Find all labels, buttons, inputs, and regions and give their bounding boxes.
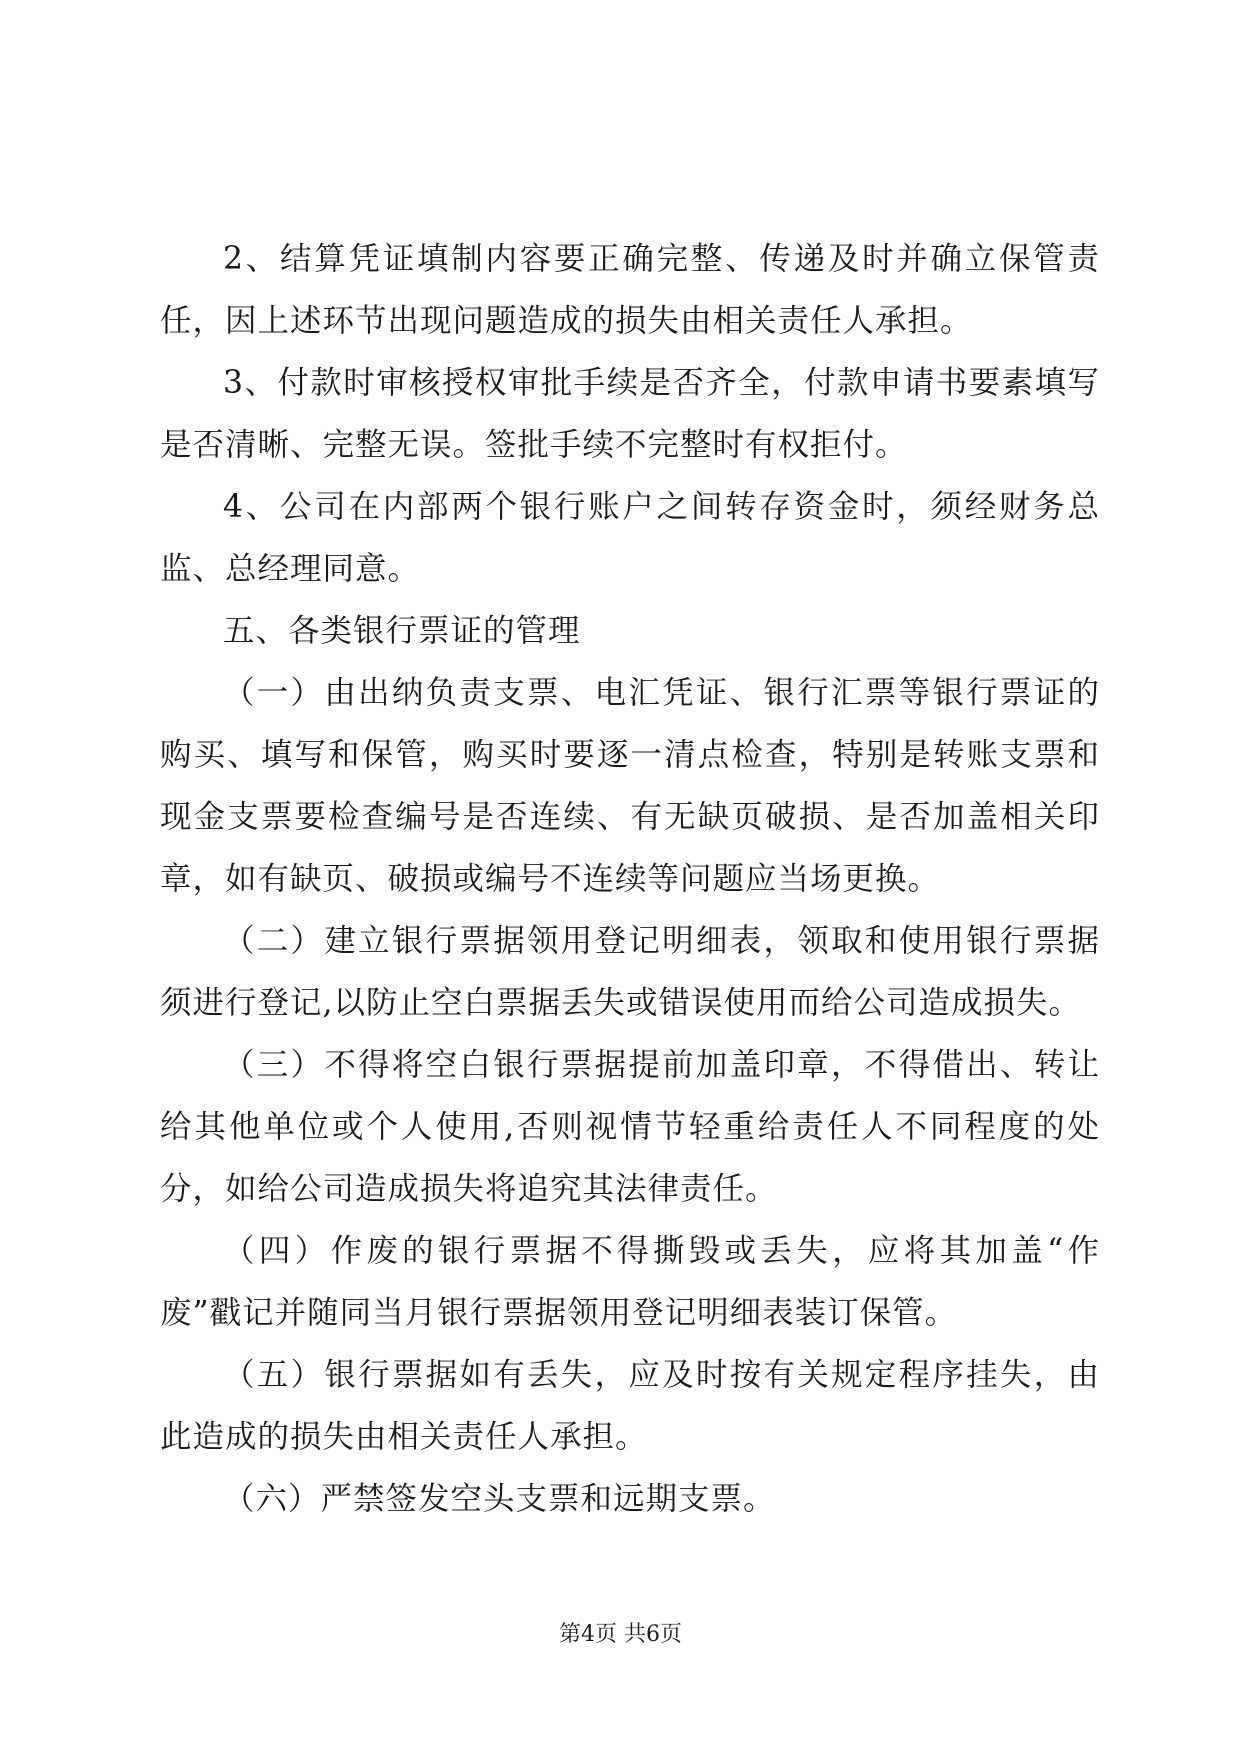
paragraph-item-3: （三）不得将空白银行票据提前加盖印章，不得借出、转让给其他单位或个人使用,否则视情节轻重给责任人不同程度的处分，如给公司造成损失将追究其法律责任。	[160, 1047, 1100, 1207]
section-heading-bank-instruments: 五、各类银行票证的管理	[223, 613, 581, 649]
paragraph-item-2: （二）建立银行票据领用登记明细表，领取和使用银行票据须进行登记,以防止空白票据丢失或错误使用而给公司造成损失。	[160, 923, 1100, 1021]
paragraph-item-5: （五）银行票据如有丢失，应及时按有关规定程序挂失，由此造成的损失由相关责任人承担。	[160, 1357, 1100, 1455]
page-number-label: 第4页 共6页	[559, 1622, 682, 1647]
document-body	[160, 228, 1100, 1530]
paragraph-item-6: （六）严禁签发空头支票和远期支票。	[223, 1481, 776, 1517]
paragraph-payment-review: 3、付款时审核授权审批手续是否齐全，付款申请书要素填写是否清晰、完整无误。签批手续不完整时有权拒付。	[160, 365, 1100, 463]
paragraph-item-1: （一）由出纳负责支票、电汇凭证、银行汇票等银行票证的购买、填写和保管，购买时要逐一清点检查，特别是转账支票和现金支票要检查编号是否连续、有无缺页破损、是否加盖相关印章，如有缺页、破损或编号不连续等问题应当场更换。	[160, 675, 1100, 897]
paragraph-settlement-voucher: 2、结算凭证填制内容要正确完整、传递及时并确立保管责任，因上述环节出现问题造成的损失由相关责任人承担。	[160, 241, 1100, 339]
page-footer	[0, 1620, 1241, 1650]
paragraph-internal-transfer: 4、公司在内部两个银行账户之间转存资金时，须经财务总监、总经理同意。	[160, 489, 1100, 587]
paragraph-item-4: （四）作废的银行票据不得撕毁或丢失，应将其加盖“作废”戳记并随同当月银行票据领用登记明细表装订保管。	[160, 1233, 1100, 1331]
